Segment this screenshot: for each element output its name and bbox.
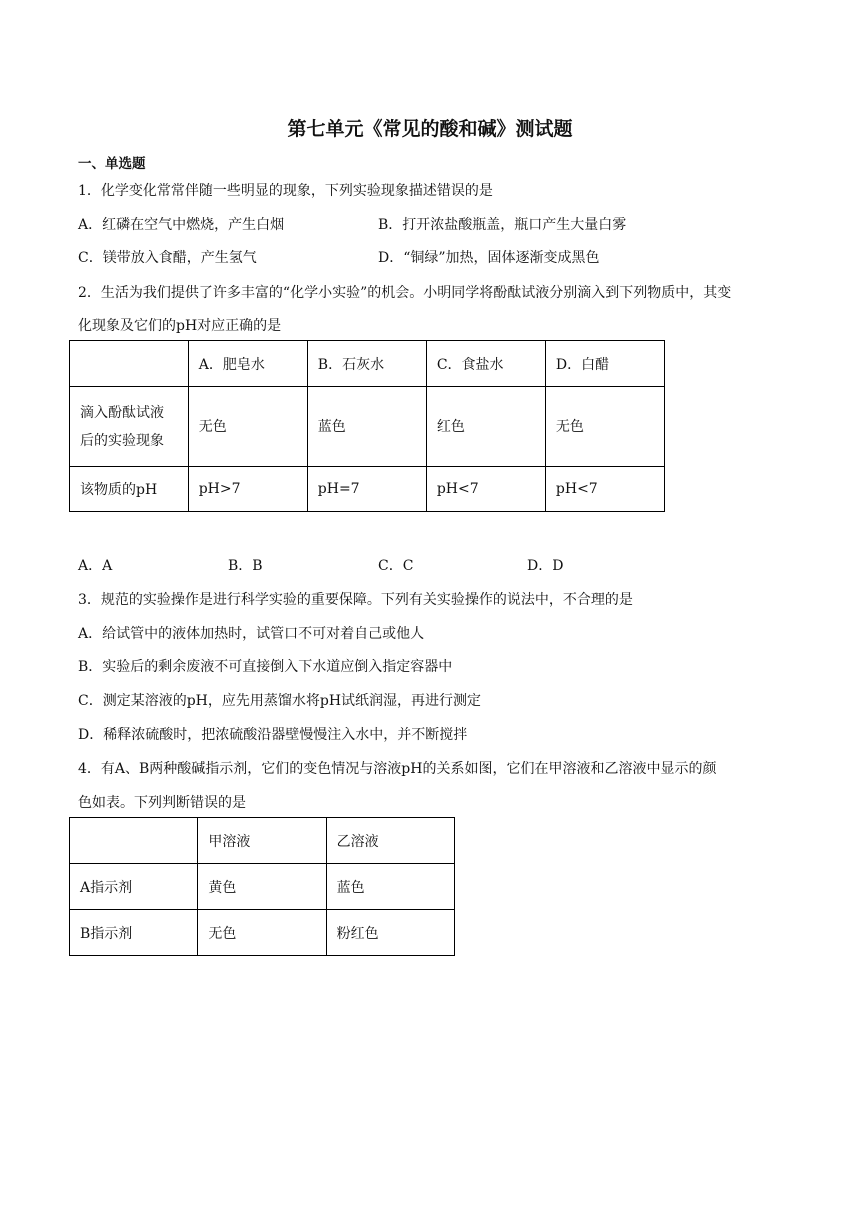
table-row-label: B指示剂 xyxy=(70,910,198,956)
table-row xyxy=(70,387,665,467)
q3-stem: 3．规范的实验操作是进行科学实验的重要保障。下列有关实验操作的说法中，不合理的是 xyxy=(78,592,633,608)
table-row xyxy=(70,910,455,956)
q4-stem-line2: 色如表。下列判断错误的是 xyxy=(78,795,246,811)
q2-stem-line1: 2．生活为我们提供了许多丰富的“化学小实验”的机会。小明同学将酚酞试液分别滴入到下列物质中，其变 xyxy=(78,285,732,301)
table-cell: 红色 xyxy=(426,387,545,467)
q1-option-b: B．打开浓盐酸瓶盖，瓶口产生大量白雾 xyxy=(378,217,627,233)
q2-option-b: B．B xyxy=(228,558,263,574)
table-row xyxy=(70,341,665,387)
q4-table xyxy=(69,817,455,956)
q2-option-a: A．A xyxy=(78,558,113,574)
q2-table xyxy=(69,340,665,512)
q1-option-c: C．镁带放入食醋，产生氢气 xyxy=(78,250,257,266)
table-cell: 甲溶液 xyxy=(198,818,326,864)
q1-option-a: A．红磷在空气中燃烧，产生白烟 xyxy=(78,217,285,233)
q2-stem-line2: 化现象及它们的pH对应正确的是 xyxy=(78,318,282,334)
table-cell: 无色 xyxy=(188,387,307,467)
table-cell: A．肥皂水 xyxy=(188,341,307,387)
table-cell: 蓝色 xyxy=(326,864,454,910)
q1-option-d: D．“铜绿”加热，固体逐渐变成黑色 xyxy=(378,250,600,266)
table-cell: pH>7 xyxy=(188,467,307,512)
table-cell: C．食盐水 xyxy=(426,341,545,387)
q3-option-c: C．测定某溶液的pH，应先用蒸馏水将pH试纸润湿，再进行测定 xyxy=(78,693,482,709)
section-heading: 一、单选题 xyxy=(78,156,146,172)
row-label-line1: 滴入酚酞试液 xyxy=(80,404,164,421)
table-cell: 蓝色 xyxy=(307,387,426,467)
table-row-label: A指示剂 xyxy=(70,864,198,910)
table-cell: pH<7 xyxy=(426,467,545,512)
table-cell: pH<7 xyxy=(545,467,664,512)
table-row xyxy=(70,467,665,512)
table-cell: B．石灰水 xyxy=(307,341,426,387)
table-cell: 乙溶液 xyxy=(326,818,454,864)
row-label-line2: 后的实验现象 xyxy=(80,432,164,449)
table-cell: pH=7 xyxy=(307,467,426,512)
table-cell: 黄色 xyxy=(198,864,326,910)
table-cell xyxy=(70,341,189,387)
q4-stem-line1: 4．有A、B两种酸碱指示剂，它们的变色情况与溶液pH的关系如图，它们在甲溶液和乙溶液中显示的颜 xyxy=(78,761,717,777)
document-title: 第七单元《常见的酸和碱》测试题 xyxy=(287,118,573,140)
table-row-label: 该物质的pH xyxy=(70,467,189,512)
q2-option-c: C．C xyxy=(378,558,414,574)
table-cell xyxy=(70,818,198,864)
table-row-label xyxy=(70,387,189,467)
q3-option-d: D．稀释浓硫酸时，把浓硫酸沿器壁慢慢注入水中，并不断搅拌 xyxy=(78,727,468,743)
q3-option-b: B．实验后的剩余废液不可直接倒入下水道应倒入指定容器中 xyxy=(78,659,453,675)
table-row xyxy=(70,864,455,910)
table-cell: 无色 xyxy=(198,910,326,956)
table-cell: 无色 xyxy=(545,387,664,467)
table-cell: 粉红色 xyxy=(326,910,454,956)
q1-stem: 1．化学变化常常伴随一些明显的现象，下列实验现象描述错误的是 xyxy=(78,183,493,199)
q2-option-d: D．D xyxy=(527,558,564,574)
table-row xyxy=(70,818,455,864)
q3-option-a: A．给试管中的液体加热时，试管口不可对着自己或他人 xyxy=(78,626,425,642)
table-cell: D．白醋 xyxy=(545,341,664,387)
